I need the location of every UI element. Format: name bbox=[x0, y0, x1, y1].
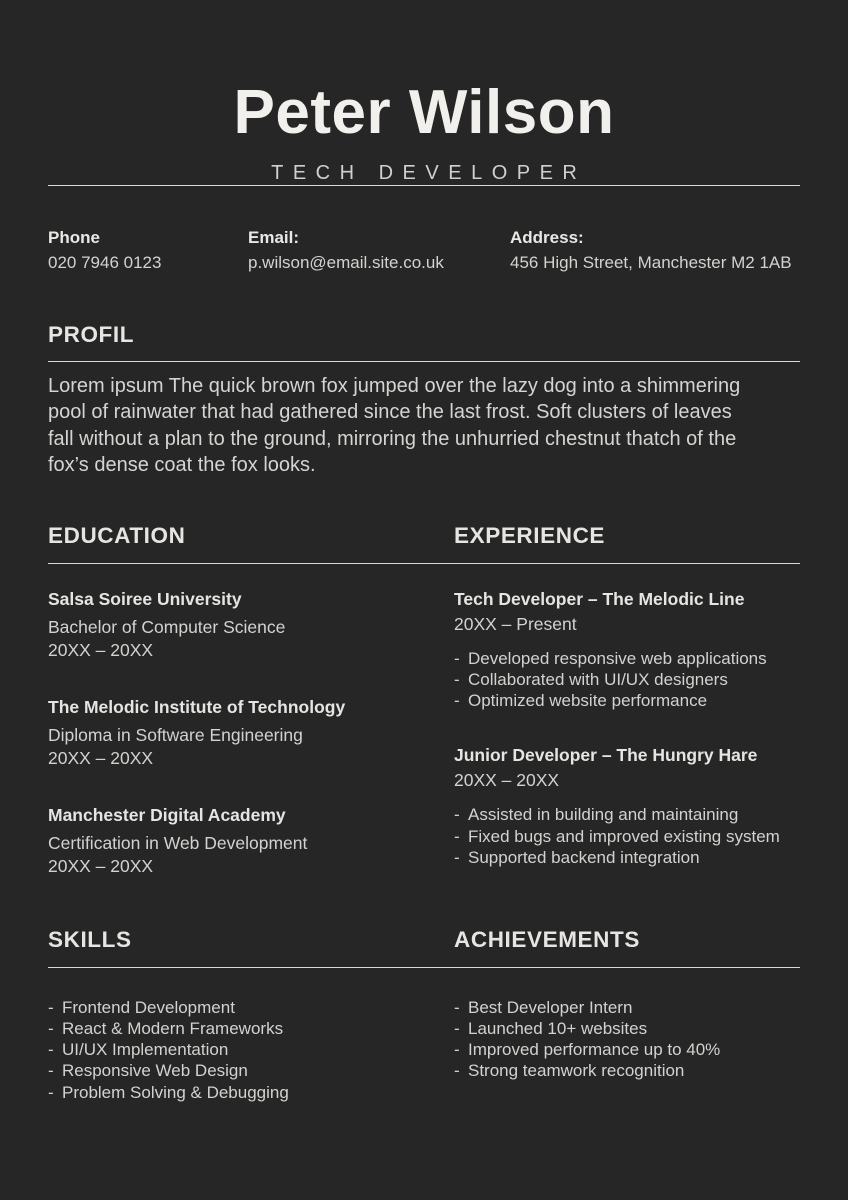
experience-entry bbox=[454, 744, 800, 868]
list-item bbox=[454, 804, 800, 825]
school-name: Salsa Soiree University bbox=[48, 588, 242, 609]
education-entry bbox=[48, 804, 454, 877]
list-item-text: Supported backend integration bbox=[468, 847, 700, 867]
list-item-text: Improved performance up to 40% bbox=[468, 1040, 721, 1060]
experience-bullet-list bbox=[454, 804, 800, 868]
bullet-dash: - bbox=[48, 1018, 54, 1038]
degree-name: Diploma in Software Engineering bbox=[48, 724, 303, 745]
profile-text: Lorem ipsum The quick brown fox jumped over the lazy dog into a shimmering pool of rainwater that had gathered since the last frost. Soft clusters of leaves fall without a plan to the ground, mirroring the unhurried chestnut thatch of the fox’s dense coat the fox looks. bbox=[48, 374, 741, 477]
list-item-text: Strong teamwork recognition bbox=[468, 1061, 685, 1081]
degree-name: Certification in Web Development bbox=[48, 832, 308, 853]
skills-achievements-headings bbox=[48, 927, 800, 953]
list-item-text: Assisted in building and maintaining bbox=[468, 805, 739, 825]
list-item bbox=[48, 997, 454, 1018]
achievements-list bbox=[454, 997, 800, 1103]
list-item-text: Developed responsive web applications bbox=[468, 648, 767, 668]
contact-phone bbox=[48, 228, 248, 273]
bullet-dash: - bbox=[454, 669, 460, 689]
bullet-dash: - bbox=[454, 1018, 460, 1038]
education-experience-divider bbox=[48, 563, 800, 564]
list-item bbox=[454, 997, 800, 1018]
bullet-dash: - bbox=[48, 1040, 54, 1060]
list-item-text: Collaborated with UI/UX designers bbox=[468, 669, 728, 689]
experience-heading: EXPERIENCE bbox=[454, 522, 606, 548]
list-item bbox=[454, 648, 800, 669]
list-item bbox=[454, 1060, 800, 1081]
list-item-text: Frontend Development bbox=[62, 997, 235, 1017]
skills-achievements-divider bbox=[48, 967, 800, 968]
list-item bbox=[454, 826, 800, 847]
list-item bbox=[48, 1039, 454, 1060]
bullet-dash: - bbox=[48, 1082, 54, 1102]
skills-achievements-body bbox=[48, 997, 800, 1103]
contact-row bbox=[48, 228, 800, 273]
list-item bbox=[454, 1039, 800, 1060]
bullet-dash: - bbox=[454, 691, 460, 711]
list-item bbox=[48, 1082, 454, 1103]
bullet-dash: - bbox=[48, 1061, 54, 1081]
page-title: Peter Wilson bbox=[233, 78, 615, 147]
school-name: The Melodic Institute of Technology bbox=[48, 696, 346, 717]
list-item bbox=[454, 847, 800, 868]
bullet-dash: - bbox=[454, 1040, 460, 1060]
education-column bbox=[48, 588, 454, 877]
degree-name: Bachelor of Computer Science bbox=[48, 616, 286, 637]
experience-dates: 20XX – Present bbox=[454, 613, 577, 634]
list-item-text: Responsive Web Design bbox=[62, 1061, 248, 1081]
experience-entry bbox=[454, 588, 800, 712]
profile-divider bbox=[48, 361, 800, 362]
address-label: Address: bbox=[510, 227, 584, 247]
achievements-heading: ACHIEVEMENTS bbox=[454, 926, 640, 952]
education-entry bbox=[48, 696, 454, 769]
list-item bbox=[454, 669, 800, 690]
education-heading: EDUCATION bbox=[48, 522, 186, 548]
skills-heading: SKILLS bbox=[48, 926, 132, 952]
list-item-text: Fixed bugs and improved existing system bbox=[468, 826, 780, 846]
skills-list bbox=[48, 997, 454, 1103]
list-item-text: Best Developer Intern bbox=[468, 997, 633, 1017]
school-name: Manchester Digital Academy bbox=[48, 804, 286, 825]
job-role: Tech Developer – The Melodic Line bbox=[454, 588, 745, 609]
list-item-text: Optimized website performance bbox=[468, 691, 708, 711]
list-item-text: React & Modern Frameworks bbox=[62, 1018, 284, 1038]
education-entry bbox=[48, 588, 454, 661]
email-value: p.wilson@email.site.co.uk bbox=[248, 252, 444, 272]
list-item bbox=[454, 1018, 800, 1039]
profile-heading: PROFIL bbox=[48, 321, 135, 347]
education-dates: 20XX – 20XX bbox=[48, 855, 154, 876]
list-item-text: Problem Solving & Debugging bbox=[62, 1082, 289, 1102]
header-divider bbox=[48, 185, 800, 186]
job-title-subtitle: TECH DEVELOPER bbox=[271, 161, 587, 184]
education-dates: 20XX – 20XX bbox=[48, 639, 154, 660]
list-item bbox=[48, 1018, 454, 1039]
experience-bullet-list bbox=[454, 648, 800, 712]
list-item bbox=[454, 690, 800, 711]
education-experience-body bbox=[48, 588, 800, 877]
list-item-text: Launched 10+ websites bbox=[468, 1018, 648, 1038]
list-item-text: UI/UX Implementation bbox=[62, 1040, 229, 1060]
bullet-dash: - bbox=[454, 826, 460, 846]
profile-section bbox=[48, 322, 800, 479]
education-experience-headings bbox=[48, 523, 800, 549]
address-value: 456 High Street, Manchester M2 1AB bbox=[510, 252, 792, 272]
bullet-dash: - bbox=[48, 997, 54, 1017]
bullet-dash: - bbox=[454, 847, 460, 867]
phone-label: Phone bbox=[48, 227, 100, 247]
education-dates: 20XX – 20XX bbox=[48, 747, 154, 768]
bullet-dash: - bbox=[454, 1061, 460, 1081]
email-label: Email: bbox=[248, 227, 300, 247]
bullet-dash: - bbox=[454, 648, 460, 668]
phone-value: 020 7946 0123 bbox=[48, 252, 162, 272]
contact-address bbox=[510, 228, 800, 273]
list-item bbox=[48, 1060, 454, 1081]
experience-dates: 20XX – 20XX bbox=[454, 770, 560, 791]
bullet-dash: - bbox=[454, 997, 460, 1017]
contact-email bbox=[248, 228, 510, 273]
job-role: Junior Developer – The Hungry Hare bbox=[454, 745, 758, 766]
experience-column bbox=[454, 588, 800, 877]
bullet-dash: - bbox=[454, 805, 460, 825]
